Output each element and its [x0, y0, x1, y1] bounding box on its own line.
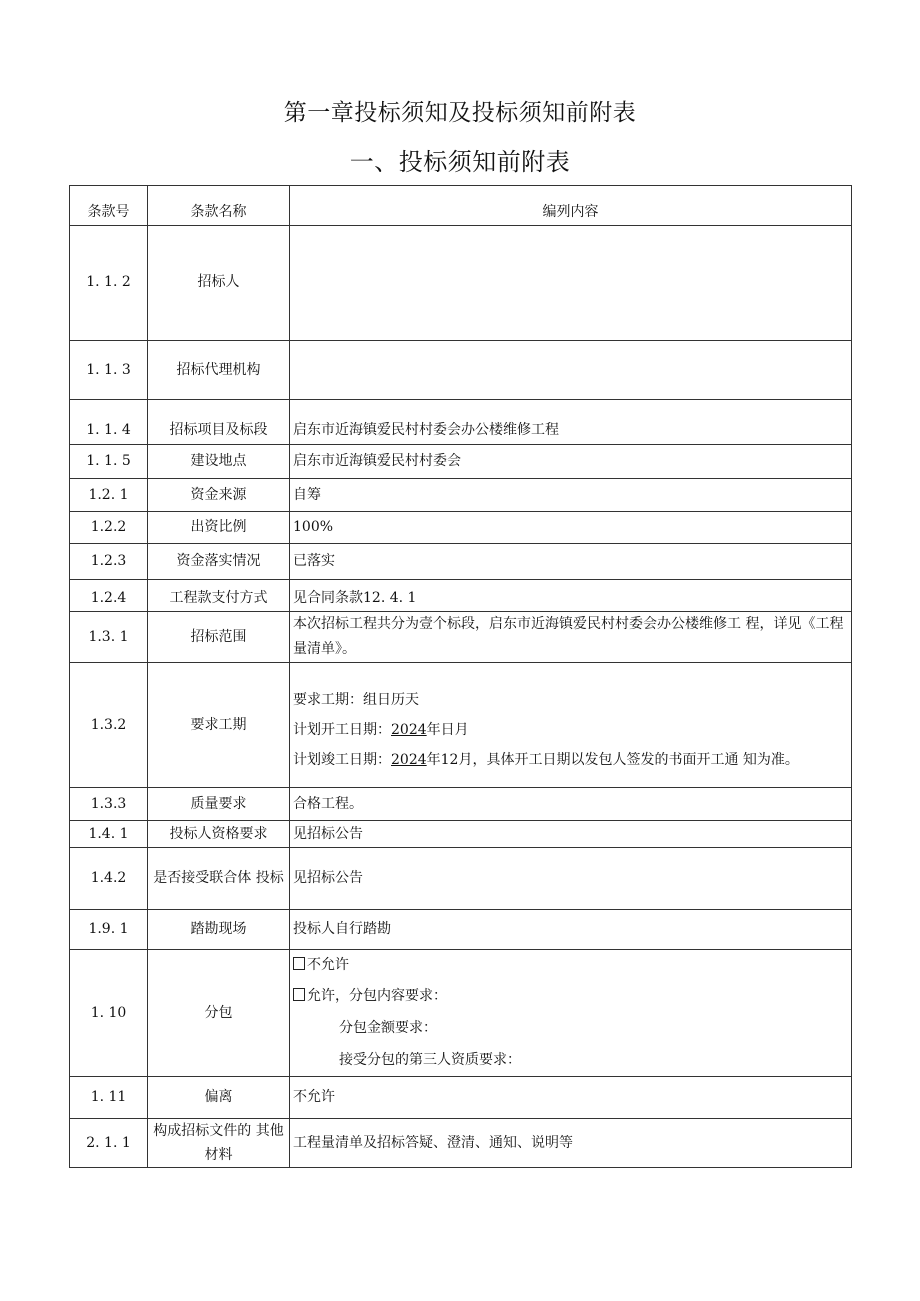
schedule-content	[290, 663, 852, 788]
clause-no: 1.2.2	[70, 512, 148, 544]
clause-no: 1. 1. 4	[70, 400, 148, 445]
bid-appendix-table	[69, 185, 852, 1168]
table-row	[70, 848, 852, 910]
clause-no: 1. 1. 3	[70, 341, 148, 400]
clause-name: 是否接受联合体 投标	[148, 848, 290, 910]
table-row	[70, 1077, 852, 1119]
chapter-title: 第一章投标须知及投标须知前附表	[283, 100, 637, 126]
clause-name: 分包	[148, 950, 290, 1077]
clause-name: 质量要求	[148, 788, 290, 821]
clause-name: 资金来源	[148, 479, 290, 512]
clause-name: 资金落实情况	[148, 544, 290, 580]
clause-content: 启东市近海镇爱民村村委会	[290, 445, 852, 479]
clause-no: 1. 1. 2	[70, 226, 148, 341]
clause-no: 1.3.2	[70, 663, 148, 788]
table-row	[70, 226, 852, 341]
table-row	[70, 544, 852, 580]
planned-completion-date: 计划竣工日期：2024年12月，具体开工日期以发包人签发的书面开工通 知为准。	[293, 752, 799, 768]
clause-no: 2. 1. 1	[70, 1119, 148, 1168]
clause-no: 1. 10	[70, 950, 148, 1077]
clause-content: 已落实	[290, 544, 852, 580]
subcontractor-qualification-requirement: 接受分包的第三人资质要求：	[339, 1052, 521, 1068]
table-row	[70, 910, 852, 950]
checkbox-icon	[293, 988, 305, 1001]
clause-name: 偏离	[148, 1077, 290, 1119]
table-header-row	[70, 186, 852, 226]
clause-content: 启东市近海镇爱民村村委会办公楼维修工程	[290, 400, 852, 445]
clause-name: 招标人	[148, 226, 290, 341]
clause-content: 见招标公告	[290, 821, 852, 848]
planned-start-date: 计划开工日期：2024年日月	[293, 722, 469, 738]
clause-no: 1.4.2	[70, 848, 148, 910]
clause-name: 工程款支付方式	[148, 580, 290, 612]
table-row	[70, 663, 852, 788]
table-row	[70, 821, 852, 848]
clause-content: 100%	[290, 512, 852, 544]
table-row	[70, 400, 852, 445]
table-row	[70, 950, 852, 1077]
header-clause-no: 条款号	[70, 186, 148, 226]
clause-name: 建设地点	[148, 445, 290, 479]
clause-content: 本次招标工程共分为壹个标段，启东市近海镇爱民村村委会办公楼维修工 程，详见《工程量清单》。	[290, 612, 852, 663]
clause-content: 工程量清单及招标答疑、澄清、通知、说明等	[290, 1119, 852, 1168]
clause-content: 见招标公告	[290, 848, 852, 910]
clause-name: 要求工期	[148, 663, 290, 788]
table-row	[70, 512, 852, 544]
clause-no: 1.4. 1	[70, 821, 148, 848]
clause-no: 1.3. 1	[70, 612, 148, 663]
clause-no: 1.2.3	[70, 544, 148, 580]
subcontract-amount-requirement: 分包金额要求：	[339, 1020, 437, 1036]
checkbox-icon	[293, 957, 305, 970]
clause-name: 招标项目及标段	[148, 400, 290, 445]
clause-name: 招标范围	[148, 612, 290, 663]
clause-no: 1.2.4	[70, 580, 148, 612]
clause-no: 1. 1. 5	[70, 445, 148, 479]
section-title: 一、投标须知前附表	[349, 148, 571, 176]
option-allowed: 允许，分包内容要求：	[293, 980, 848, 1012]
clause-content: 见合同条款12. 4. 1	[290, 580, 852, 612]
header-content: 编列内容	[290, 186, 852, 226]
clause-content: 合格工程。	[290, 788, 852, 821]
clause-name: 出资比例	[148, 512, 290, 544]
clause-content: 自筹	[290, 479, 852, 512]
table-row	[70, 479, 852, 512]
clause-no: 1.3.3	[70, 788, 148, 821]
clause-no: 1.2. 1	[70, 479, 148, 512]
clause-content: 投标人自行踏勘	[290, 910, 852, 950]
table-row	[70, 788, 852, 821]
clause-content	[290, 226, 852, 341]
table-row	[70, 445, 852, 479]
clause-no: 1. 11	[70, 1077, 148, 1119]
clause-name: 招标代理机构	[148, 341, 290, 400]
table-row	[70, 612, 852, 663]
required-duration: 要求工期：组日历天	[293, 692, 419, 708]
clause-content	[290, 341, 852, 400]
subcontract-content	[290, 950, 852, 1077]
clause-name: 构成招标文件的 其他材料	[148, 1119, 290, 1168]
option-not-allowed: 不允许	[293, 950, 848, 980]
table-row	[70, 341, 852, 400]
clause-name: 投标人资格要求	[148, 821, 290, 848]
table-row	[70, 1119, 852, 1168]
clause-name: 踏勘现场	[148, 910, 290, 950]
table-row	[70, 580, 852, 612]
clause-no: 1.9. 1	[70, 910, 148, 950]
header-clause-name: 条款名称	[148, 186, 290, 226]
clause-content: 不允许	[290, 1077, 852, 1119]
